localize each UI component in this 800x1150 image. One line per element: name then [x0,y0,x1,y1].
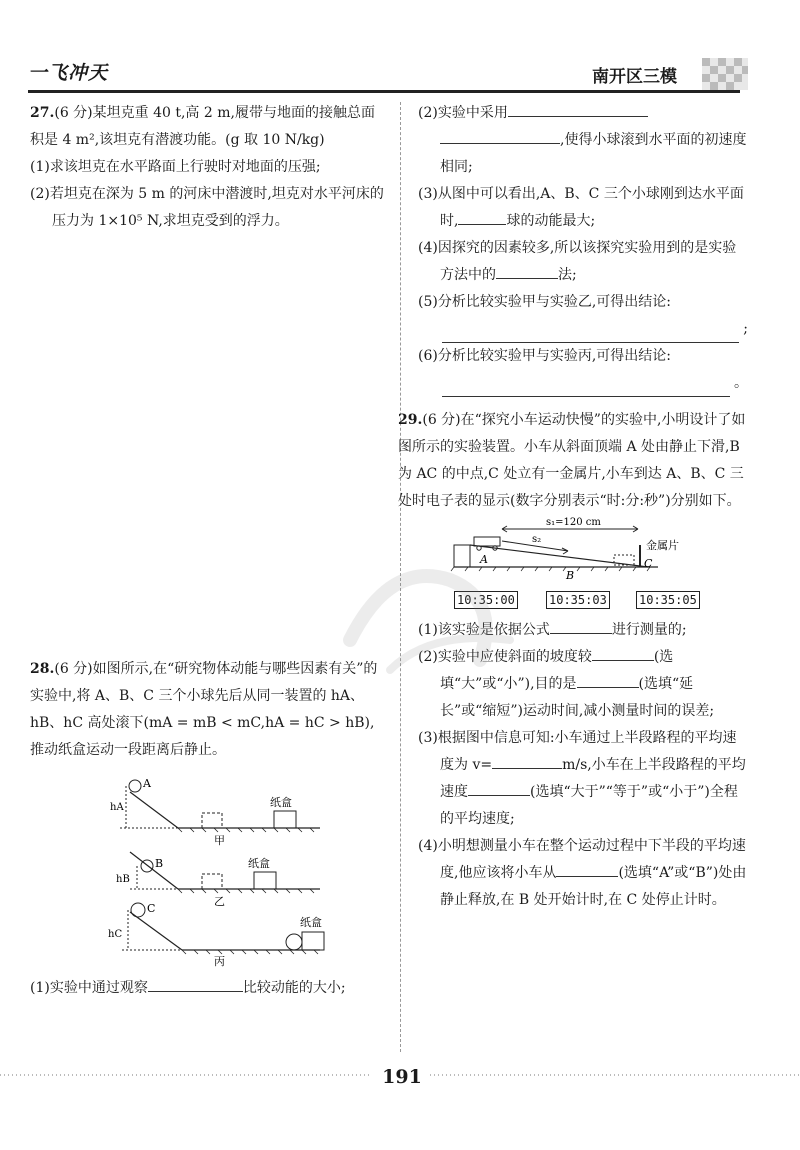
q28-sub-4-text: (4)因探究的因素较多,所以该探究实验用到的是实验方法中的 [418,240,737,283]
experiment-jia [110,777,320,847]
box-label: 纸盒 [270,796,292,809]
q28-sub-5-answer-row [418,316,748,343]
experiment-yi [116,852,320,908]
question-stem: (6 分)如图所示,在“研究物体动能与哪些因素有关”的实验中,将 A、B、C 三个小球先后从同一装置的 hA、hB、hC 高处滚下(mA = mB < mC,hA = hC > hB),推动纸盒运动一段距离后静止。 [30,661,378,758]
watermark-logo [330,520,530,700]
q28-sub-1 [30,975,385,1002]
s1-label: s₁=120 cm [546,517,601,528]
q29-sub-4 [418,833,748,914]
paper-box [302,932,324,950]
paper-box [274,811,296,828]
caption-bing: 丙 [214,955,225,968]
ball-b-label: B [155,857,164,870]
q28-sub-1-text: (1)实验中通过观察 [30,980,148,996]
ball-ramp-diagram [30,764,385,969]
q28-sub-2 [418,100,748,181]
height-c-label: hC [108,929,123,940]
q29-sub-2-text-mid: (选填“大”或“小”),目的是 [440,649,674,692]
q28-sub-2-text: (2)实验中采用 [418,105,508,121]
question-number: 28. [30,661,55,677]
checker-pattern-icon [702,58,748,90]
point-b-label: B [566,569,575,582]
exam-title: 南开区三模 [592,67,677,87]
height-a-label: hA [110,802,124,813]
right-column [398,100,748,914]
brand-logo: 一飞冲天 [28,62,109,84]
q29-sub-1-text-end: 进行测量的; [611,622,687,638]
q28-sub-6-end: 。 [734,375,748,391]
q29-sub-3-text-mid: m/s,小车在上半段路程的平均速度 [440,757,746,800]
metal-plate-label: 金属片 [646,539,679,552]
height-b-label: hB [116,874,130,885]
s2-label: s₂ [532,534,542,545]
q29-sub-4-text: (4)小明想测量小车在整个运动过程中下半段的平均速度,他应该将小车从 [418,838,746,881]
q28-sub-1-text-end: 比较动能的大小; [242,980,346,996]
experiment-bing [108,902,324,968]
point-c-label: C [644,557,653,570]
answer-blank[interactable] [496,264,558,279]
answer-blank[interactable] [550,619,612,634]
q28-sub-4 [418,235,748,289]
caption-jia: 甲 [214,834,225,847]
sub-question-2: (2)若坦克在深为 5 m 的河床中潜渡时,坦克对水平河床的压力为 1×10⁵ N,求坦克受到的浮力。 [30,186,384,229]
question-stem: (6 分)在“探究小车运动快慢”的实验中,小明设计了如图所示的实验装置。小车从斜面顶端 A 处由静止下滑,B 为 AC 的中点,C 处立有一金属片,小车到达 A、B、C 三处时电子表的显示(数字分别表示“时:分:秒”)分别如下。 [398,412,746,509]
q28-sub-5: (5)分析比较实验甲与实验乙,可得出结论: [418,294,671,310]
ball-a-label: A [143,777,151,790]
q28-sub-2-text-end: ,使得小球滚到水平面的初速度相同; [440,132,747,175]
q28-sub-4-text-end: 法; [558,267,577,283]
ball-a [129,780,141,792]
question-27 [30,100,385,235]
ball-c [131,903,145,917]
answer-blank[interactable] [577,673,639,688]
sub-question-1: (1)求该坦克在水平路面上行驶时对地面的压强; [30,159,321,175]
q29-sub-2-text: (2)实验中应使斜面的坡度较 [418,649,592,665]
q29-sub-1-text: (1)该实验是依据公式 [418,622,550,638]
question-28 [30,656,385,1002]
answer-blank[interactable] [440,129,560,144]
answer-blank[interactable] [148,977,243,992]
answer-blank[interactable] [508,102,648,117]
q28-sub-3-text: (3)从图中可以看出,A、B、C 三个小球刚到达水平面时, [418,186,744,229]
left-column [30,100,385,996]
answer-blank[interactable] [458,210,506,225]
q29-sub-3-text: (3)根据图中信息可知:小车通过上半段路程的平均速度为 v= [418,730,737,773]
q29-sub-2-text-end: (选填“延长”或“缩短”)运动时间,减小测量时间的误差; [440,676,715,719]
timer-a: 10:35:00 [454,591,518,609]
q28-sub-5-end: ; [743,321,748,337]
q29-sub-4-text-end: (选填“A”或“B”)处由静止释放,在 B 处开始计时,在 C 处停止计时。 [440,865,747,908]
answer-blank[interactable] [556,862,618,877]
page-number: 191 [382,1066,422,1088]
answer-blank[interactable] [468,781,530,796]
q29-sub-3-text-end: (选填“大于”“等于”或“小于”)全程的平均速度; [440,784,738,827]
q28-sub-6: (6)分析比较实验甲与实验丙,可得出结论: [418,348,671,364]
answer-line[interactable] [442,374,730,397]
answer-blank[interactable] [592,646,654,661]
timer-c: 10:35:05 [636,591,700,609]
point-a-label: A [480,553,488,566]
header-rule [28,90,740,93]
box-label: 纸盒 [300,916,322,929]
answer-line[interactable] [442,320,739,343]
q28-sub-3-text-end: 球的动能最大; [506,213,596,229]
q28-sub-3 [418,181,748,235]
answer-blank[interactable] [492,754,562,769]
box-label: 纸盒 [248,857,270,870]
caption-yi: 乙 [214,895,225,908]
q28-sub-6-answer-row [418,370,748,397]
page-header [0,0,800,100]
q29-sub-3 [418,725,748,833]
ball-c-label: C [147,902,156,915]
question-number: 29. [398,412,423,428]
ball-b [141,860,153,872]
timer-b: 10:35:03 [546,591,610,609]
question-stem: (6 分)某坦克重 40 t,高 2 m,履带与地面的接触总面积是 4 m²,该坦克有潜渡功能。(g 取 10 N/kg) [30,105,375,148]
paper-box [254,872,276,889]
question-number: 27. [30,105,55,121]
